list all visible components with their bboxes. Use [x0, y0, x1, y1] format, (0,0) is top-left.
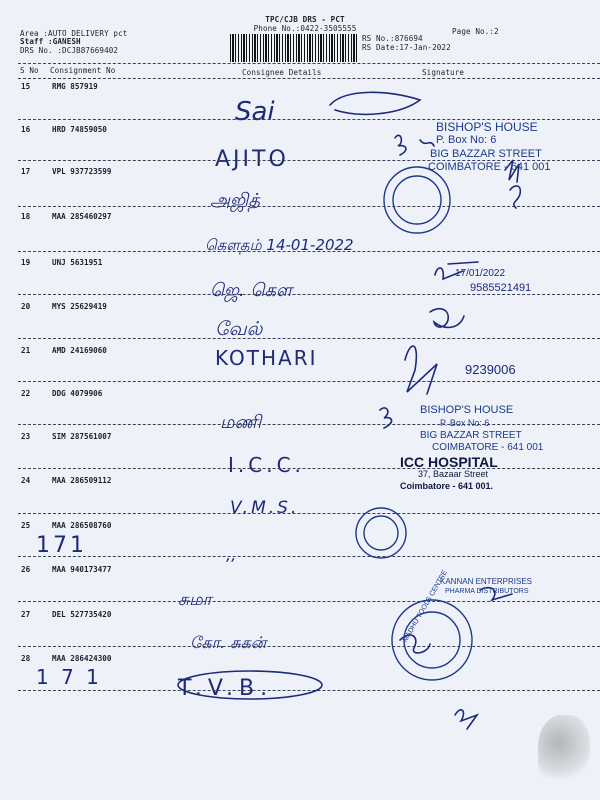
row-consignment: MAA 286509112: [52, 476, 112, 485]
row-sno: 25: [21, 521, 31, 530]
row-consignment: UNJ 5631951: [52, 258, 103, 267]
consignee-handwriting: I.C.C.: [228, 453, 305, 477]
consignee-handwriting: Sai: [235, 97, 275, 127]
row-sno: 23: [21, 432, 31, 441]
row-consignment: DEL 527735420: [52, 610, 112, 619]
row-consignment: DDG 4079906: [52, 389, 103, 398]
row-sno: 19: [21, 258, 31, 267]
page-number: Page No.:2: [452, 27, 499, 36]
sheet-title: TPC/CJB DRS - PCT: [265, 15, 345, 24]
stamp-line: P. Box No: 6: [436, 134, 497, 146]
row-consignment: HRD 74859050: [52, 125, 107, 134]
stamp-bishops-house: BISHOP'S HOUSE: [436, 120, 538, 134]
consignee-handwriting: T.V.B.: [178, 676, 274, 701]
signature-scribble: [178, 671, 322, 699]
signature-scribble: [330, 92, 420, 114]
phone-number: Phone No.:0422-3505555: [253, 24, 357, 33]
stamp-line: 37, Bazaar Street: [418, 469, 489, 479]
scan-smudge: [538, 715, 590, 785]
consignee-handwriting: கோ. சுகன்: [190, 633, 267, 652]
col-sno: S No: [20, 66, 39, 75]
round-seal: [364, 516, 398, 550]
consignee-handwriting: சுமா: [178, 590, 212, 610]
row-sno: 22: [21, 389, 31, 398]
row-sno: 26: [21, 565, 31, 574]
consignee-handwriting: மணி: [220, 412, 262, 433]
consignee-handwriting: ஜெ. கௌ: [210, 280, 293, 301]
consignee-handwriting: 171: [36, 533, 87, 558]
signature-scribble: [430, 309, 464, 328]
stamp-line: COIMBATORE - 641 001: [428, 161, 551, 173]
row-consignment: MAA 286424300: [52, 654, 112, 663]
row-consignment: RMG 857919: [52, 82, 98, 91]
row-sno: 21: [21, 346, 31, 355]
stamp-line: PHARMA DISTRIBUTORS: [445, 588, 529, 595]
staff-label: Staff :GANESH: [20, 37, 81, 46]
signature-scribble: [395, 135, 434, 155]
stamp-madhu-tools: MADHU TOOLS CENTRE: [402, 569, 449, 644]
row-consignment: VPL 937723599: [52, 167, 112, 176]
stamp-kannan-enterprises: KANNAN ENTERPRISES: [440, 577, 533, 586]
row-consignment: SIM 287561007: [52, 432, 112, 441]
row-sno: 28: [21, 654, 31, 663]
area-label: Area :AUTO DELIVERY pct: [20, 29, 128, 38]
stamp-bishops-house: BISHOP'S HOUSE: [420, 404, 514, 416]
round-seal: [393, 176, 441, 224]
ditto-mark: ,,: [226, 545, 237, 564]
stamp-line: BIG BAZZAR STREET: [430, 148, 542, 160]
round-seal: [384, 167, 450, 233]
signature-scribble: [455, 710, 477, 729]
row-consignment: MAA 940173477: [52, 565, 112, 574]
row-sno: 20: [21, 302, 31, 311]
stamp-line: Coimbatore - 641 001.: [400, 481, 494, 491]
col-consignment: Consignment No: [50, 66, 116, 75]
consignee-handwriting: அஜித்: [210, 190, 261, 211]
row-consignment: MAA 286508760: [52, 521, 112, 530]
row-sno: 17: [21, 167, 31, 176]
row-consignment: MAA 285460297: [52, 212, 112, 221]
col-consignee: Consignee Details: [242, 68, 322, 77]
consignee-handwriting: KOTHARI: [215, 346, 318, 370]
consignee-handwriting: AJITO: [215, 147, 289, 172]
stamp-line: BIG BAZZAR STREET: [420, 430, 522, 441]
handwritten-date: 17/01/2022: [455, 268, 506, 279]
consignee-handwriting: வேல்: [215, 318, 263, 340]
rs-date: RS Date:17-Jan-2022: [362, 43, 451, 52]
row-sno: 16: [21, 125, 31, 134]
consignee-handwriting: V.M.S.: [230, 498, 300, 518]
consignee-handwriting: கௌதம் 14-01-2022: [205, 236, 354, 254]
signature-scribble: [510, 186, 520, 208]
stamp-icc-hospital: ICC HOSPITAL: [400, 454, 498, 470]
signature-scribble: [405, 346, 437, 394]
row-sno: 27: [21, 610, 31, 619]
ditto-mark: 1 7 1: [36, 665, 102, 689]
row-sno: 15: [21, 82, 31, 91]
row-sno: 18: [21, 212, 31, 221]
col-signature: Signature: [422, 68, 465, 77]
rs-number: RS No.:876694: [362, 34, 423, 43]
row-consignment: MYS 25629419: [52, 302, 107, 311]
row-consignment: AMD 24169060: [52, 346, 107, 355]
handwritten-phone: 9585521491: [470, 282, 532, 294]
stamp-line: P. Box No: 6: [440, 418, 490, 428]
handwritten-number: 9239006: [465, 362, 516, 377]
row-sno: 24: [21, 476, 31, 485]
signature-scribble: [380, 408, 392, 428]
drs-number: DRS No. :DCJB87669402: [20, 46, 119, 55]
stamp-line: COIMBATORE - 641 001: [432, 442, 544, 453]
